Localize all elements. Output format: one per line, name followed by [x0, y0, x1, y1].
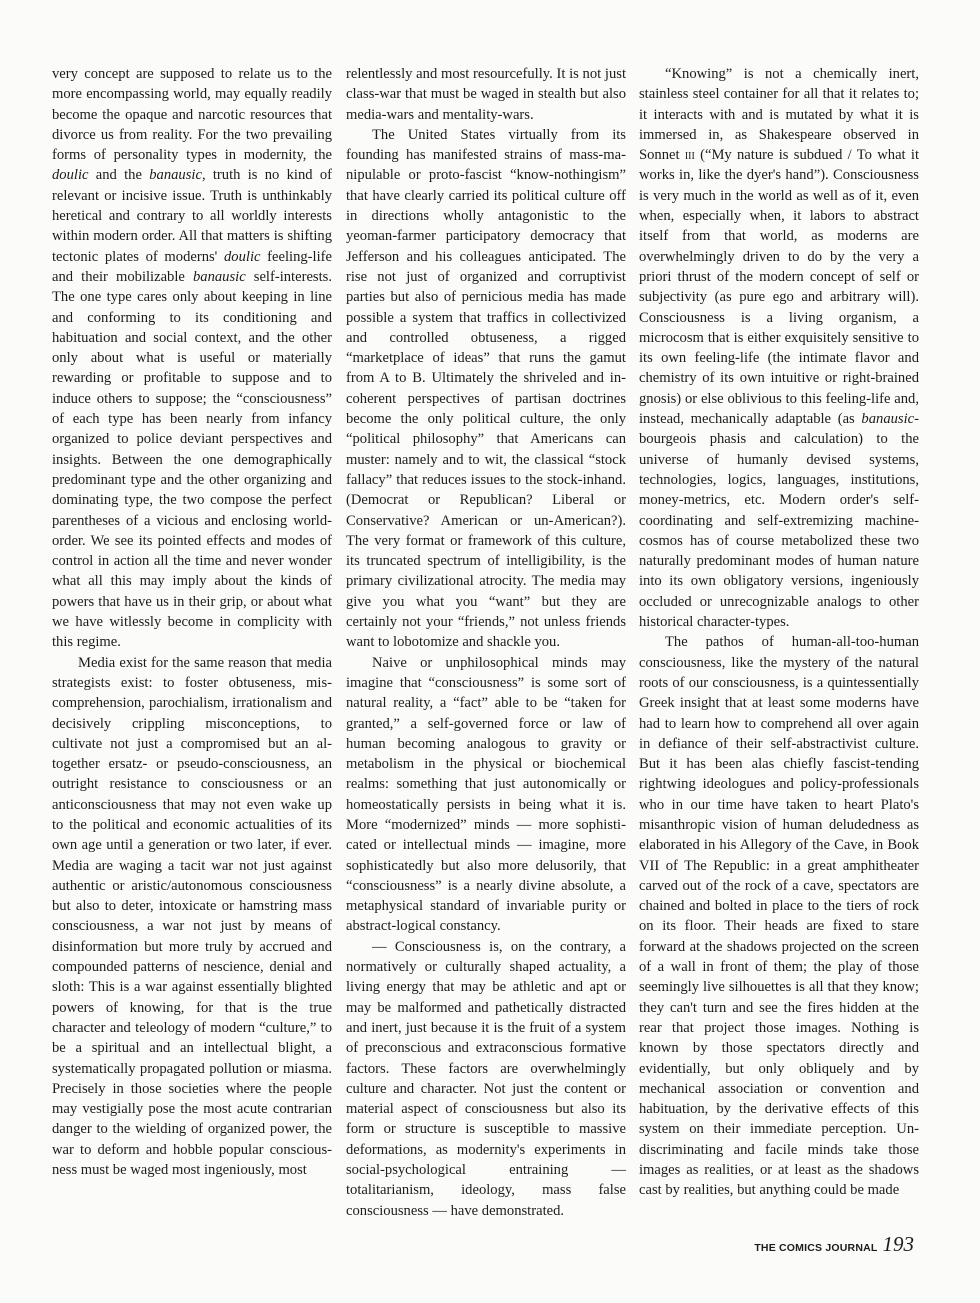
text-column-2 — [346, 64, 626, 1221]
paragraph — [346, 653, 626, 937]
text-run: and the — [88, 167, 150, 184]
text-run: , truth is no kind of relevant or incisive issue. Truth is unthinkably heretical and contrary to all worldly interests within modern order. All that matters is shifting tectonic plates of moderns' — [52, 167, 332, 265]
paragraph — [346, 64, 626, 125]
text-column-3 — [639, 64, 919, 1201]
paragraph — [639, 64, 919, 632]
text-run: -bourgeois phasis and calculation) to the universe of humanly devised systems, technologies, logics, languages, institutions, money-metrics, etc. Modern order's self-coordinating and self-extremizing machine-cosmos has of course metabolized these two naturally predominant modes of human nature into its own obligatory versions, ingeniously occluded or unrecognizable analogs to other historical character-types. — [639, 411, 919, 631]
page-footer — [754, 1232, 914, 1257]
text-run: feeling-life and their mobilizable — [52, 248, 332, 285]
italic-term: banausic — [192, 268, 246, 285]
text-column-1 — [52, 64, 332, 1180]
text-run: The pathos of human-all-too-human consciousness, like the mystery of the natural roots of our consciousness, is a quintessentially Greek insight that at least some moderns have had to learn how to comprehend all over again in defiance of their self-abstractivist culture. But it has been alas chiefly fascist-tending rightwing ideologues and policy-professionals who in our time have taken to heart Plato's misanthropic vision of human deludedness as elaborated in his Allegory of the Cave, in Book VII of The Republic: in a great amphitheater carved out of the rock of a cave, spectators are chained and bolted in place to the tiers of rock on its floor. Their heads are fixed to stare forward at the shadows projected on the screen of a wall in front of them; the play of those seemingly live silhouettes is all that they know; they can't turn and see the fires hidden at the rear that project those images. Nothing is known by those spectators directly and evidentially, but only obliquely and by mechanical association or convention and habituation, by the derivative effects of this system on their immediate perception. Undiscriminating and facile minds take those images as realities, or at least as the shadows cast by realities, but anything could be made — [639, 634, 919, 1199]
paragraph — [52, 653, 332, 1181]
italic-term: doulic — [224, 248, 261, 265]
text-run: (“My nature is subdued / To what it works in, like the dyer's hand”). Consciousness is very much in the world as well as of it, even when, especially when, it labors to abstract itself from that world, as moderns are overwhelmingly driven to do by the very a priori thrust of the modern concept of self or subjectivity (as pure ego and arbitrary will). Consciousness is a living organism, a microcosm that is either exquisitely sensitive to its own feeling-life (the intimate flavor and chemistry of its own intuitive or right-brained gnosis) or else oblivious to this feeling-life and, instead, mechanically adaptable (as — [639, 147, 919, 428]
text-run: Naive or unphilosophical minds may imagine that “consciousness” is some sort of natural reality, a “fact” able to be “taken for granted,” a self-governed force or law of human becoming analogous to gravity or metabolism in the physical or biochemical realms: something that just autonomically or homeostatically persists in being what it is. More “modernized” minds — more sophisticated or intellectual minds — imagine, more sophisticatedly but also more delusorily, that “consciousness” is a nearly divine absolute, a metaphysical standard of invariable purity or abstract-logical constancy. — [346, 654, 626, 935]
text-run: The United States virtually from its founding has manifested strains of mass-manipulable or proto-fascist “know-nothingism” that have clearly carried its political culture off in directions wholly antagonistic to the yeoman-farmer participatory democracy that Jefferson and his colleagues anticipated. The rise not just of organized and corruptivist parties but also of pernicious media has made possible a system that traffics in collectivized and controlled obtuseness, a rigged “marketplace of ideas” that runs the gamut from A to B. Ultimately the shriveled and incoherent perspectives of partisan doctrines become the only political culture, the only “political philosophy” that Americans can muster: namely and to wit, the classical “stock fallacy” that reduces issues to the stock-inhand. (Democrat or Republican? Liberal or Conservative? American or un-American?). The very format or framework of this culture, its truncated spectrum of intelligibility, is the primary civilizational atrocity. The media may give you what you “want” but they are certainly not your “friends,” not unless friends want to lobotomize and shackle you. — [346, 126, 626, 651]
italic-term: banausic — [149, 167, 202, 184]
italic-term: doulic — [52, 167, 89, 184]
paragraph — [346, 937, 626, 1221]
text-run: iii — [684, 147, 695, 164]
text-run: — Consciousness is, on the contrary, a normatively or culturally shaped actuality, a living energy that may be athletic and apt or may be malformed and pathetically distracted and inert, just because it is the fruit of a system of preconscious and extraconscious formative factors. These factors are overwhelmingly culture and character. Not just the content or material aspect of consciousness but also its form or structure is susceptible to massive deformations, as modernity's experiments in social-psychological entraining — totalitarianism, ideology, mass false consciousness — have demonstrated. — [346, 938, 626, 1219]
journal-title: THE COMICS JOURNAL — [754, 1242, 878, 1254]
page-number: 193 — [882, 1232, 914, 1256]
paragraph — [639, 632, 919, 1200]
paragraph — [346, 125, 626, 653]
italic-term: banausic — [861, 411, 915, 428]
text-run: very concept are supposed to relate us to the more encompassing world, may equally readily become the opaque and narcotic resources that divorce us from reality. For the two prevailing forms of personality types in modernity, the — [52, 66, 332, 164]
text-run: Media exist for the same reason that media strategists exist: to foster obtuseness, miscomprehension, parochialism, irrationalism and decisively crippling misconceptions, to cultivate not just a compromised but an altogether ersatz- or pseudo-consciousness, an outright resistance to consciousness or an anticonsciousness that may not even wake up to the political and economic actualities of its own age until a generation or two later, if ever. Media are waging a tacit war not just against authentic or aristic/autonomous consciousness but also to deter, intoxicate or hamstring mass consciousness, a war not just by means of disinformation but more truly by accrued and compounded patterns of nescience, denial and sloth: This is a war against essentially blighted powers of knowing, for that is the true character and teleology of modern “culture,” to be a spiritual and an intellectual blight, a systematically propagated pollution or miasma. Precisely in those societies where the people may vestigially pose the most acute contrarian danger to the wielding of organized power, the war to deform and hobble popular consciousness must be waged most ingeniously, most — [52, 654, 332, 1179]
text-run: “Knowing” is not a chemically inert, stainless steel container for all that it relates to; it interacts with and is mutated by what it is immersed in, as Shakespeare observed in Sonnet — [639, 66, 919, 164]
text-run: self-interests. The one type cares only about keeping in line and conforming to its conditioning and habituation and social context, and the other only about what is useful or materially rewarding or profitable to suppose and to induce others to suppose; the “consciousness” of each type has been nearly from infancy organized to police deviant perspectives and insights. Between the one demographically predominant type and the other organizing and dominating type, the two compose the perfect parentheses of a vicious and enclosing world-order. We see its pointed effects and modes of control in action all the time and never wonder what all this may imply about the kinds of powers that have us in their grip, or about what we have witlessly become in complicity with this regime. — [52, 268, 332, 651]
text-run: relentlessly and most resourcefully. It is not just class-war that must be waged in stealth but also media-wars and mentality-wars. — [346, 66, 626, 123]
paragraph — [52, 64, 332, 653]
